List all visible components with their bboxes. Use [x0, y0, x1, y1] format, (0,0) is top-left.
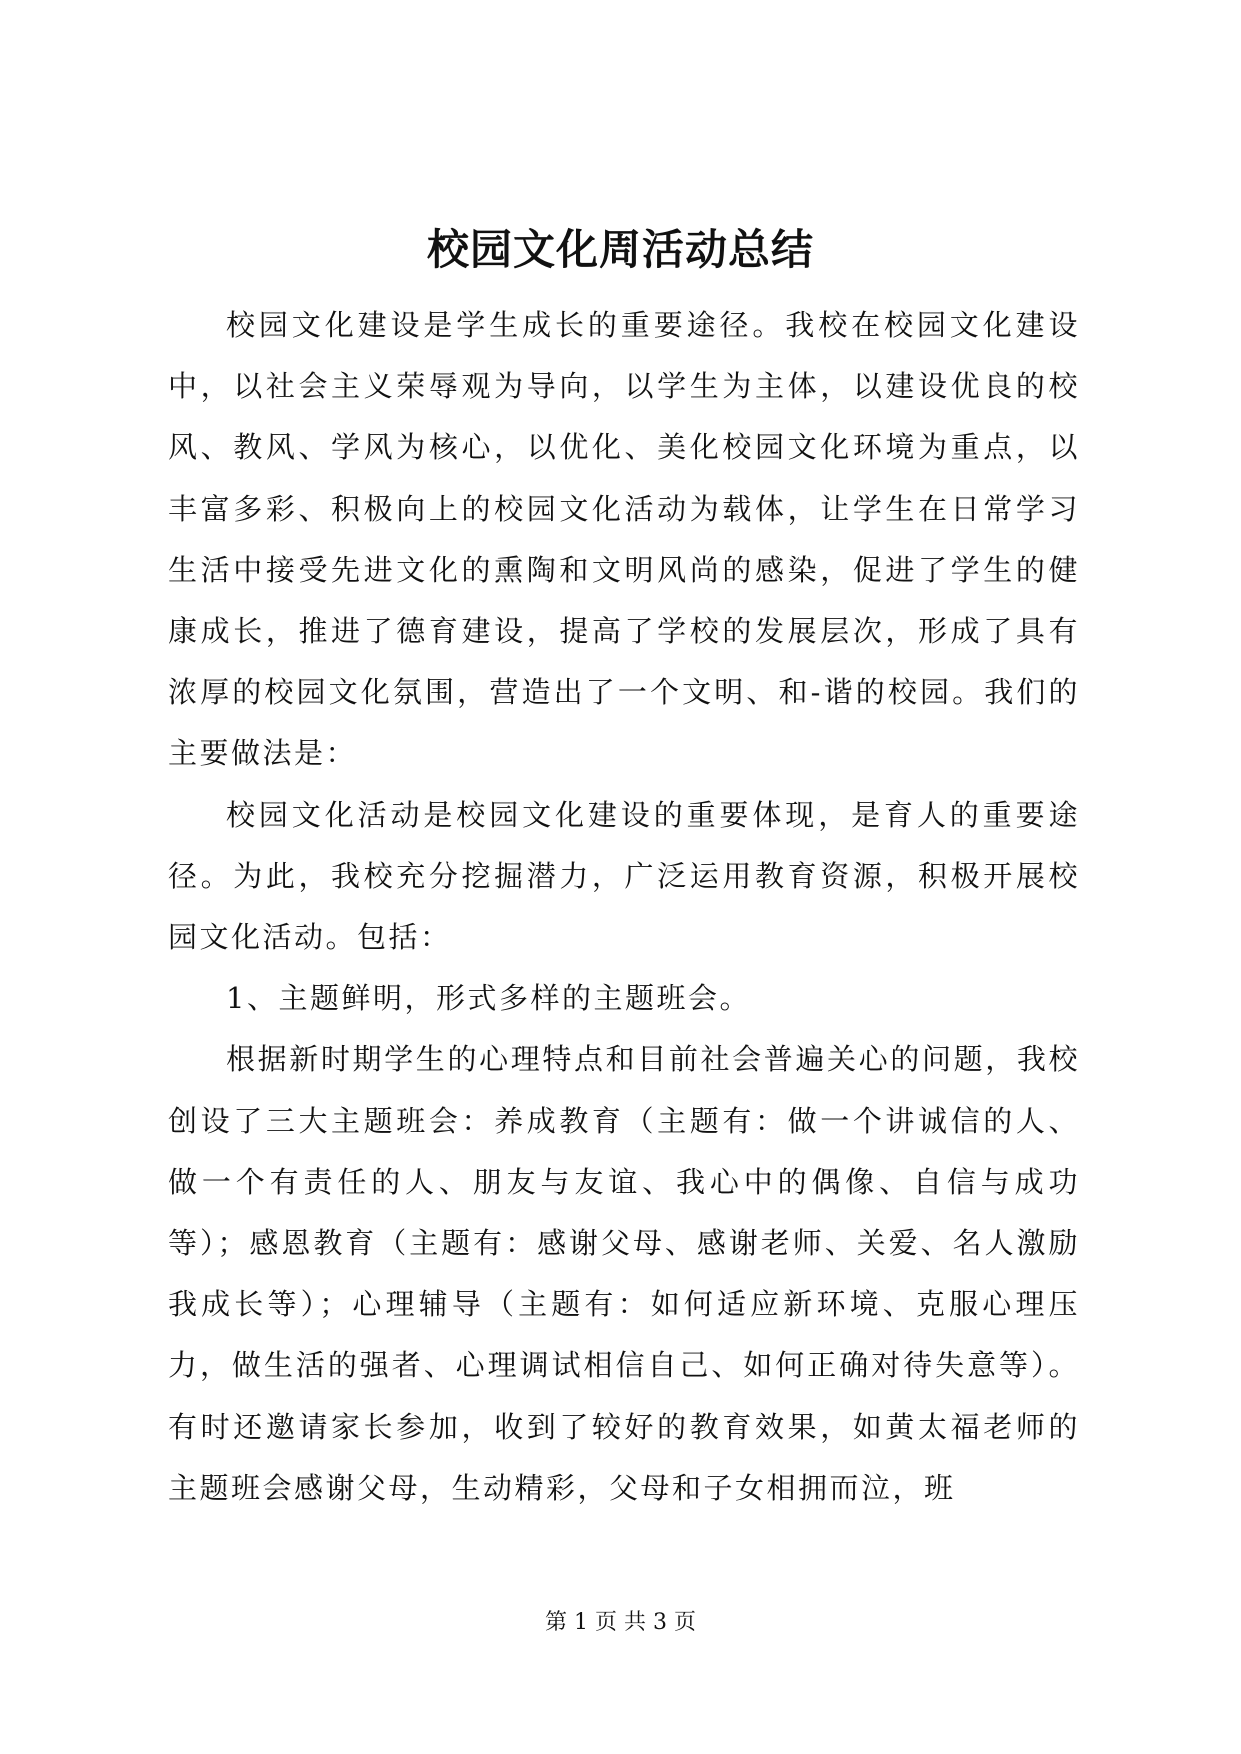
paragraph-item-1: 1、主题鲜明，形式多样的主题班会。	[226, 981, 751, 1016]
document-title: 校园文化周活动总结	[426, 225, 814, 274]
document-body	[168, 295, 1080, 1519]
page-footer: 第 1 页 共 3 页	[545, 1610, 696, 1635]
paragraph-class-meetings: 根据新时期学生的心理特点和目前社会普遍关心的问题，我校创设了三大主题班会：养成教育（主题有：做一个讲诚信的人、做一个有责任的人、朋友与友谊、我心中的偶像、自信与成功等）；感恩教育（主题有：感谢父母、感谢老师、关爱、名人激励我成长等）；心理辅导（主题有：如何适应新环境、克服心理压力，做生活的强者、心理调试相信自己、如何正确对待失意等）。有时还邀请家长参加，收到了较好的教育效果，如黄太福老师的主题班会感谢父母，生动精彩，父母和子女相拥而泣，班	[168, 1042, 1080, 1505]
paragraph-activities: 校园文化活动是校园文化建设的重要体现，是育人的重要途径。为此，我校充分挖掘潜力，广泛运用教育资源，积极开展校园文化活动。包括：	[168, 797, 1080, 955]
paragraph-intro: 校园文化建设是学生成长的重要途径。我校在校园文化建设中，以社会主义荣辱观为导向，以学生为主体，以建设优良的校风、教风、学风为核心，以优化、美化校园文化环境为重点，以丰富多彩、积极向上的校园文化活动为载体，让学生在日常学习生活中接受先进文化的熏陶和文明风尚的感染，促进了学生的健康成长，推进了德育建设，提高了学校的发展层次，形成了具有浓厚的校园文化氛围，营造出了一个文明、和-谐的校园。我们的主要做法是：	[168, 308, 1080, 771]
